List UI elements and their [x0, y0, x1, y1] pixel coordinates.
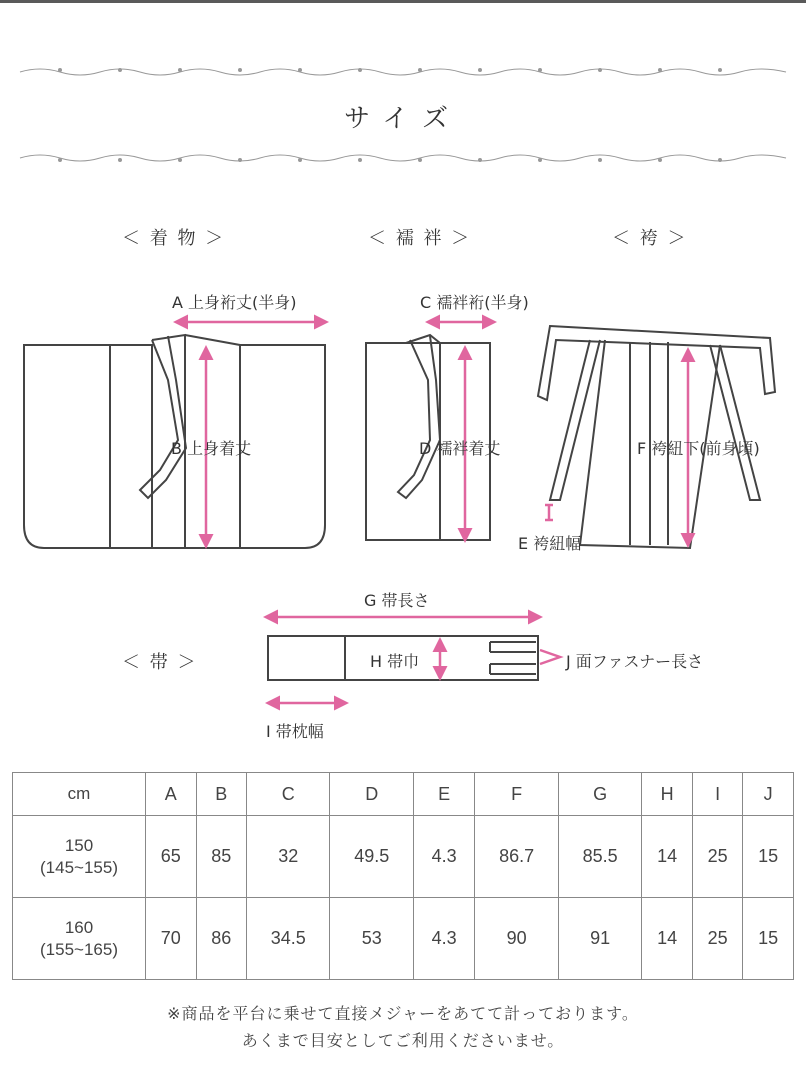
label-g: G 帯長さ	[364, 591, 430, 610]
table-cell: 65	[146, 816, 197, 898]
table-cell: 49.5	[330, 816, 413, 898]
table-cell: 90	[475, 898, 558, 980]
size-range: (145~155)	[40, 857, 118, 877]
size-cell	[13, 816, 146, 898]
table-cell: 15	[743, 816, 794, 898]
header-cell: cm	[13, 773, 146, 816]
label-i: I 帯枕幅	[266, 722, 324, 741]
label-b: B 上身着丈	[171, 439, 252, 458]
note-line-1: ※商品を平台に乗せて直接メジャーをあてて計っております。	[167, 1004, 639, 1023]
header-cell: J	[743, 773, 794, 816]
table-row	[13, 898, 794, 980]
table-cell: 86.7	[475, 816, 558, 898]
table-cell: 85	[196, 816, 247, 898]
table-cell: 4.3	[413, 898, 474, 980]
header-cell: D	[330, 773, 413, 816]
header-cell: B	[196, 773, 247, 816]
kimono-measure-arrows	[176, 322, 326, 546]
size-cell	[13, 898, 146, 980]
table-cell: 32	[247, 816, 330, 898]
table-cell: 4.3	[413, 816, 474, 898]
header-cell: E	[413, 773, 474, 816]
label-c: C 襦袢裄(半身)	[420, 293, 529, 312]
page-title: サイズ	[344, 104, 462, 134]
header-cell: A	[146, 773, 197, 816]
table-cell: 25	[692, 898, 743, 980]
header-cell: I	[692, 773, 743, 816]
label-a: A 上身裄丈(半身)	[172, 293, 297, 312]
section-obi: ＜ 帯 ＞	[122, 652, 198, 673]
section-juban: ＜ 襦 袢 ＞	[368, 228, 472, 249]
table-row	[13, 816, 794, 898]
section-kimono: ＜ 着 物 ＞	[122, 228, 226, 249]
juban-measure-arrows	[428, 322, 494, 540]
table-cell: 86	[196, 898, 247, 980]
section-hakama: ＜ 袴 ＞	[612, 228, 688, 249]
table-cell: 91	[558, 898, 641, 980]
size-range: (155~165)	[40, 939, 118, 959]
table-cell: 25	[692, 816, 743, 898]
size-value: 150	[64, 835, 94, 855]
header-cell: G	[558, 773, 641, 816]
table-cell: 15	[743, 898, 794, 980]
table-cell: 70	[146, 898, 197, 980]
size-table	[12, 772, 794, 980]
label-d: D 襦袢着丈	[419, 439, 501, 458]
label-h: H 帯巾	[370, 652, 420, 671]
table-cell: 53	[330, 898, 413, 980]
size-value: 160	[64, 917, 94, 937]
label-f: F 袴紐下(前身頃)	[637, 439, 760, 458]
header-cell: H	[642, 773, 693, 816]
table-cell: 14	[642, 816, 693, 898]
table-cell: 34.5	[247, 898, 330, 980]
label-j: J 面ファスナー長さ	[566, 652, 704, 671]
label-e: E 袴紐幅	[518, 534, 582, 553]
note-line-2: あくまで目安としてご利用くださいませ。	[241, 1031, 565, 1050]
header-cell: F	[475, 773, 558, 816]
table-cell: 85.5	[558, 816, 641, 898]
table-header-row	[13, 773, 794, 816]
header-cell: C	[247, 773, 330, 816]
table-cell: 14	[642, 898, 693, 980]
